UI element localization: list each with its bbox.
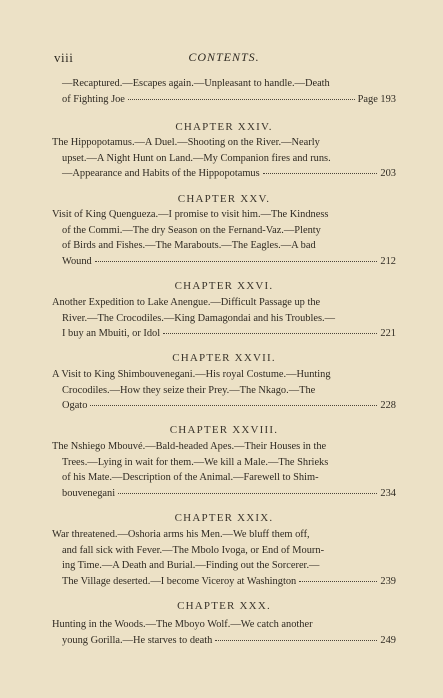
entry-page: 234 [380, 488, 396, 500]
entry-page: 249 [380, 634, 396, 646]
entry-page: 228 [380, 400, 396, 412]
dot-leader [215, 638, 377, 641]
chapter-heading: CHAPTER XXVIII. [169, 424, 279, 436]
entry-line: upset.—A Night Hunt on Land.—My Companion fires and runs. [62, 152, 331, 164]
entry-last-line [52, 574, 396, 590]
chapter-heading: CHAPTER XXIV. [175, 121, 273, 133]
entry-last-line [52, 633, 396, 649]
entry-last-line [52, 92, 396, 108]
entry-line: of Fighting Joe [62, 93, 125, 105]
entry-line: Wound [62, 256, 92, 268]
entry-page: 203 [380, 168, 396, 180]
chapter-heading: CHAPTER XXV. [177, 193, 271, 205]
toc-entry [52, 295, 396, 342]
entry-line: I buy an Mbuiti, or Idol [62, 328, 161, 340]
entry-line: The Village deserted.—I become Viceroy at Washington [62, 576, 297, 588]
chapter-heading: CHAPTER XXIX. [174, 512, 274, 524]
entry-last-line [52, 326, 396, 342]
entry-line: Hunting in the Woods.—The Mboyo Wolf.—We catch another [52, 619, 313, 630]
entry-last-line [52, 166, 396, 182]
toc-entry [52, 367, 396, 414]
entry-line: The Nshiego Mbouvé.—Bald-headed Apes.—Their Houses in the [52, 441, 327, 452]
running-head [54, 50, 394, 66]
chapter-heading: CHAPTER XXX. [177, 600, 271, 612]
entry-line: Crocodiles.—How they seize their Prey.—The Nkago.—The [62, 384, 316, 396]
dot-leader [118, 491, 377, 494]
entry-page: 239 [380, 576, 396, 588]
entry-line: Trees.—Lying in wait for them.—We kill a Male.—The Shrieks [62, 456, 329, 468]
entry-line: of Birds and Fishes.—The Marabouts.—The Eagles.—A bad [62, 240, 316, 252]
dot-leader [263, 171, 378, 174]
entry-page: 221 [380, 328, 396, 340]
toc-entry [52, 135, 396, 182]
toc-entry [52, 617, 396, 648]
entry-line: River.—The Crocodiles.—King Damagondai and his Troubles.— [62, 312, 336, 324]
entry-page: 212 [380, 256, 396, 268]
chapter-heading: CHAPTER XXVII. [172, 352, 276, 364]
toc-entry [52, 207, 396, 270]
entry-last-line [52, 254, 396, 270]
entry-line: Another Expedition to Lake Anengue.—Difficult Passage up the [52, 297, 321, 308]
entry-last-line [52, 486, 396, 502]
entry-line: bouvenegani [62, 488, 116, 500]
dot-leader [299, 579, 377, 582]
entry-last-line [52, 398, 396, 414]
entry-line: ing Time.—A Death and Burial.—Finding out the Sorcerer.— [62, 560, 320, 572]
toc-entry [52, 76, 396, 107]
entry-line: Ogato [62, 400, 88, 412]
entry-line: The Hippopotamus.—A Duel.—Shooting on the River.—Nearly [52, 137, 320, 148]
entry-line: of his Mate.—Description of the Animal.—Farewell to Shim- [62, 472, 319, 484]
entry-line: —Appearance and Habits of the Hippopotamus [62, 168, 260, 180]
page-title: CONTENTS. [188, 50, 260, 64]
toc-entry [52, 527, 396, 590]
entry-line: —Recaptured.—Escapes again.—Unpleasant to handle.—Death [62, 78, 330, 89]
entry-line: and fall sick with Fever.—The Mbolo Ivoga, or End of Mourn- [62, 544, 325, 556]
toc-entry [52, 439, 396, 502]
entry-line: A Visit to King Shimbouvenegani.—His royal Costume.—Hunting [52, 369, 331, 380]
page-number: viii [54, 50, 74, 65]
entry-line: young Gorilla.—He starves to death [62, 634, 213, 646]
dot-leader [90, 403, 377, 406]
dot-leader [128, 97, 355, 100]
chapter-heading: CHAPTER XXVI. [174, 280, 274, 292]
dot-leader [163, 331, 377, 334]
entry-line: War threatened.—Oshoria arms his Men.—We bluff them off, [52, 529, 310, 540]
entry-page: Page 193 [357, 93, 396, 105]
dot-leader [95, 259, 378, 262]
entry-line: of the Commi.—The dry Season on the Fernand-Vaz.—Plenty [62, 224, 321, 236]
entry-line: Visit of King Quengueza.—I promise to visit him.—The Kindness [52, 209, 329, 220]
